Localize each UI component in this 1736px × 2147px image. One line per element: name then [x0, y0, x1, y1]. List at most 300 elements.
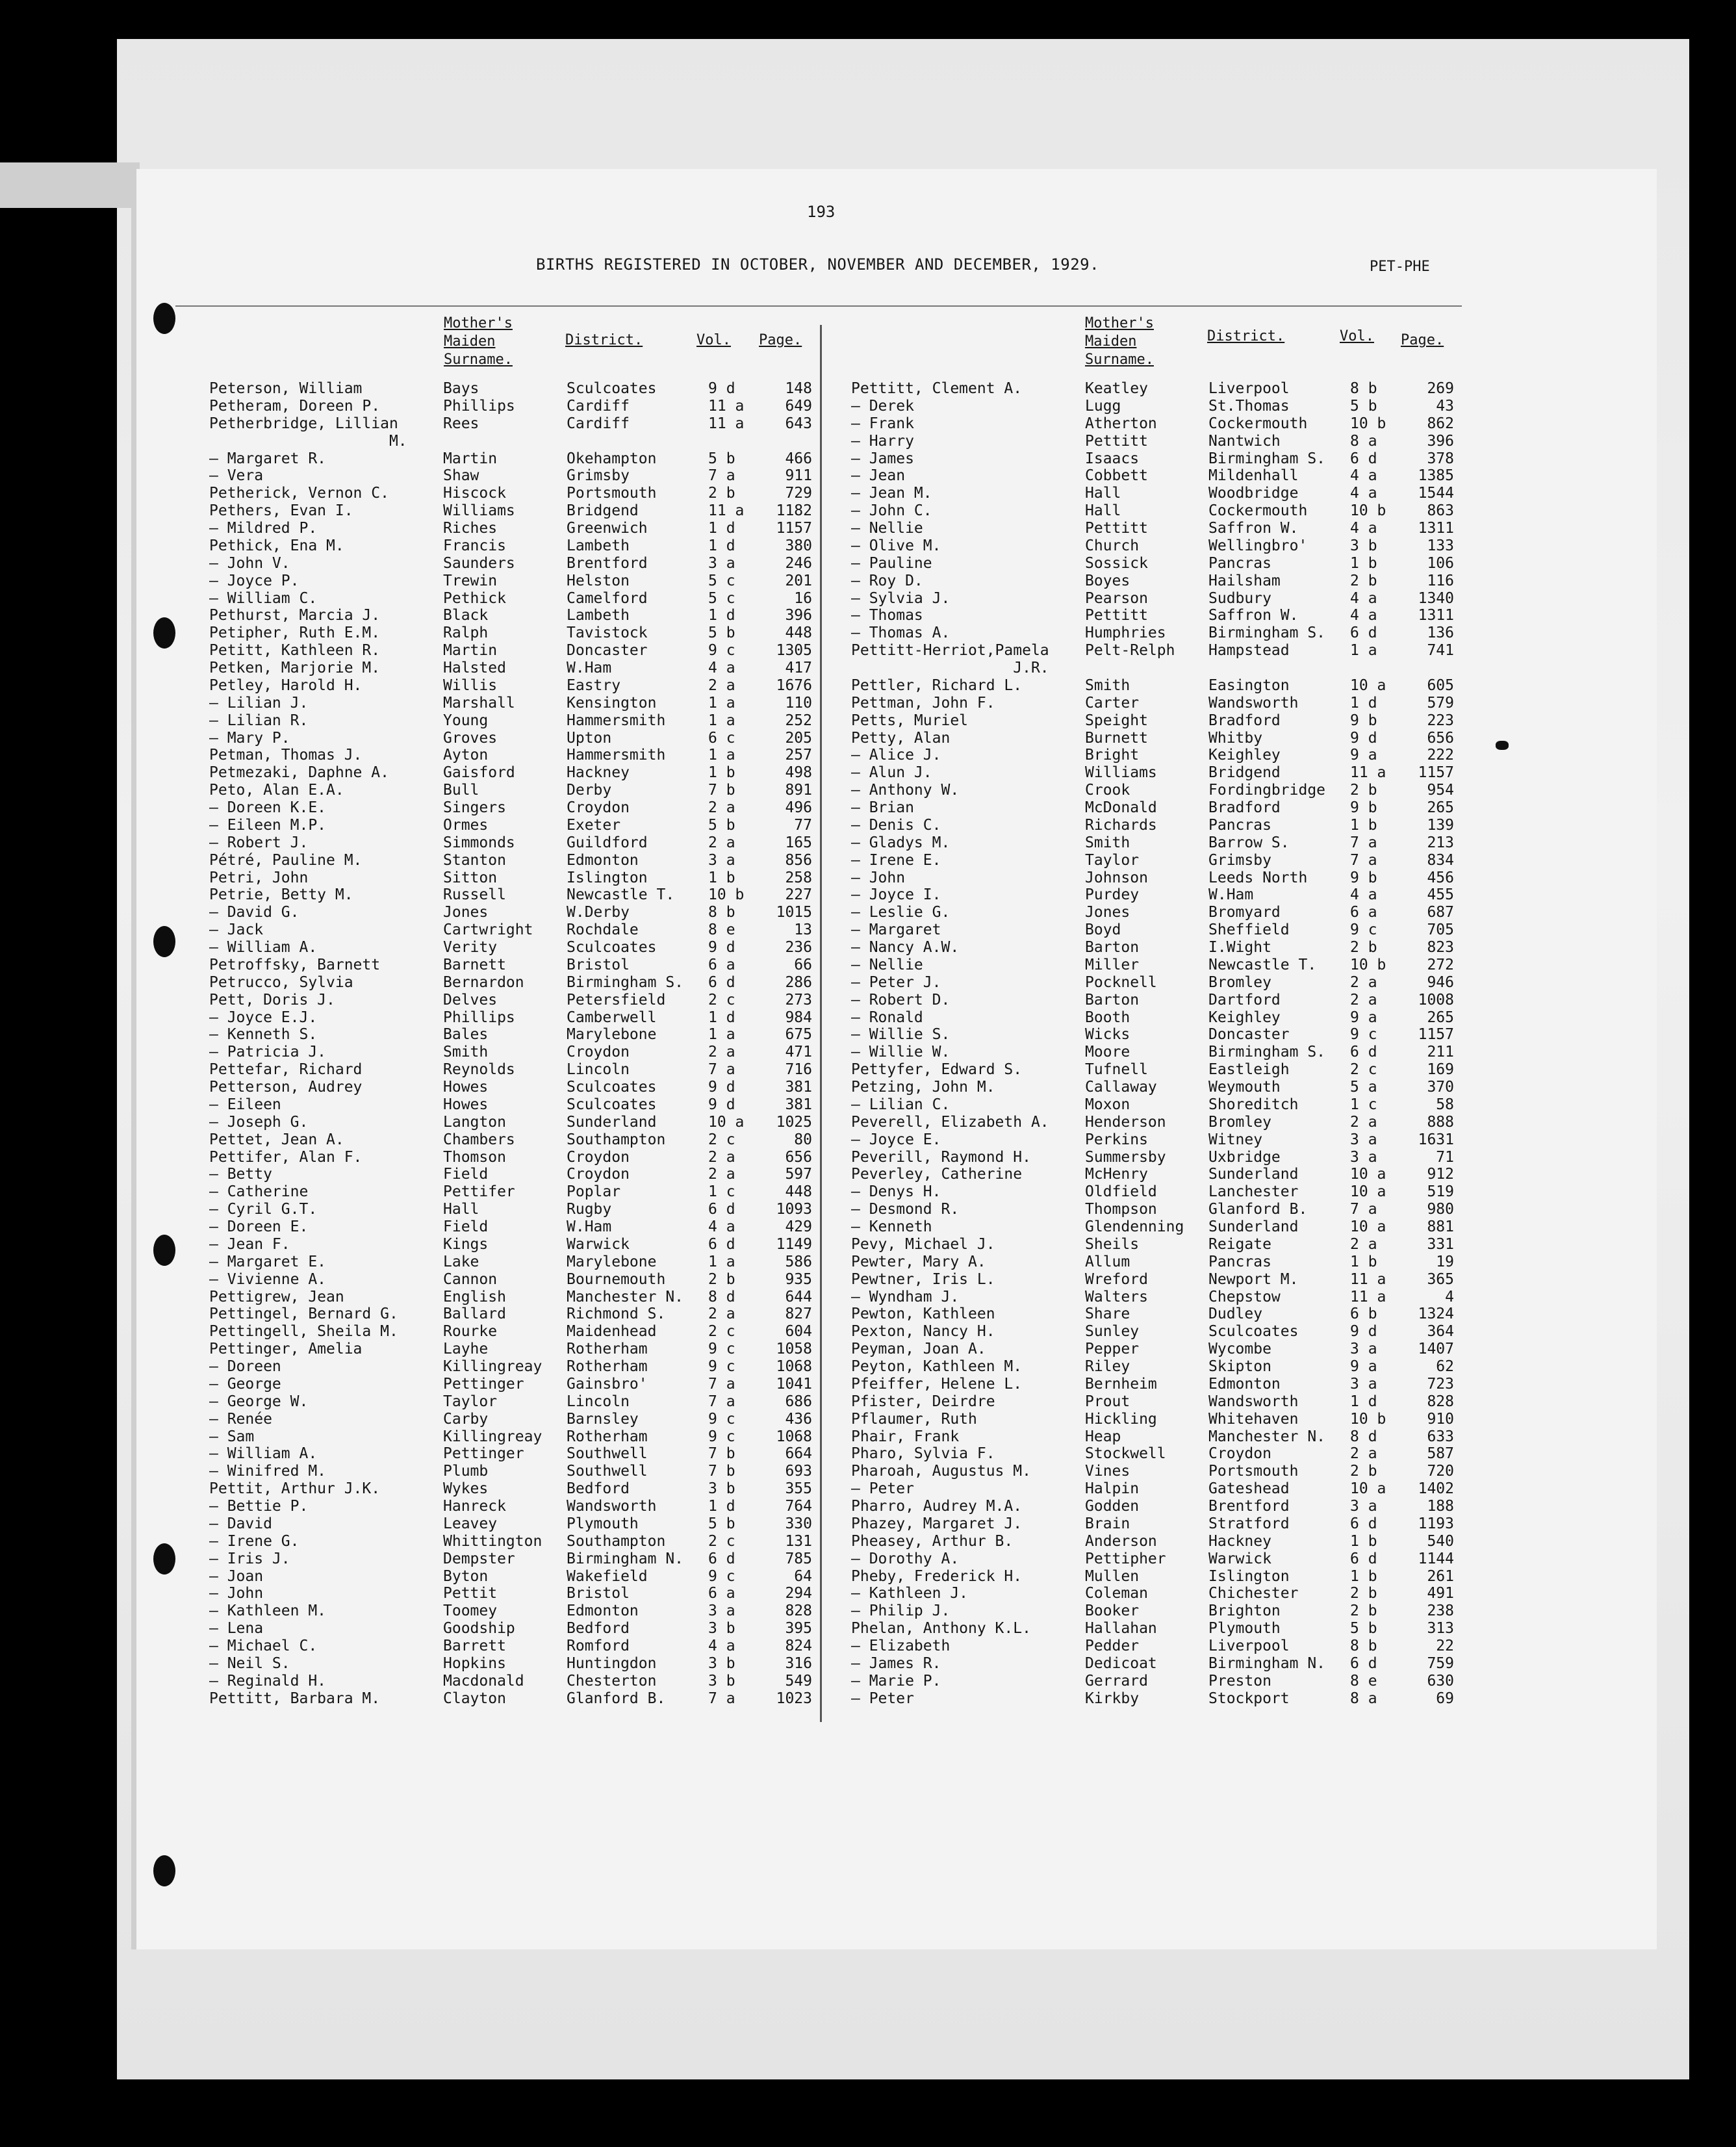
entry-name: Pharo, Sylvia F.	[851, 1445, 995, 1463]
entry-name: Petroffsky, Barnett	[209, 956, 381, 973]
entry-maiden: Callaway	[1085, 1079, 1157, 1096]
entry-maiden: Rees	[443, 415, 479, 432]
entry-maiden: Dempster	[443, 1550, 515, 1567]
entry-page: 693	[785, 1463, 812, 1480]
entry-vol: 5 a	[1350, 1079, 1377, 1096]
entry-vol: 9 a	[1350, 1009, 1377, 1026]
entry-maiden: Stockwell	[1085, 1445, 1166, 1463]
entry-district: Hammersmith	[567, 712, 666, 729]
entry-vol: 7 a	[1350, 851, 1377, 869]
entry-page: 471	[785, 1044, 812, 1061]
entry-name: Peyton, Kathleen M.	[851, 1358, 1023, 1375]
entry-maiden: Oldfield	[1085, 1183, 1157, 1201]
entry-name: — Robert D.	[851, 991, 951, 1009]
entry-district: Hammersmith	[567, 747, 666, 764]
entry-page: 22	[1436, 1638, 1454, 1654]
entry-vol: 11 a	[1350, 764, 1386, 782]
register-entry	[209, 730, 813, 747]
entry-vol: 11 a	[1350, 1270, 1386, 1288]
entry-vol: 7 a	[708, 1061, 735, 1079]
entry-vol: 6 d	[1350, 1654, 1377, 1672]
register-entry	[851, 904, 1455, 921]
entry-vol: 7 a	[1350, 834, 1377, 851]
entry-page: 716	[785, 1061, 812, 1079]
entry-page: 381	[785, 1096, 812, 1113]
entry-maiden: Ormes	[443, 816, 489, 834]
register-entry	[209, 852, 813, 869]
entry-page: 365	[1427, 1270, 1454, 1288]
register-entry	[851, 1602, 1455, 1620]
entry-vol: 6 d	[708, 1550, 735, 1567]
entry-name: Petheram, Doreen P.	[209, 397, 381, 415]
entry-maiden: Toomey	[443, 1602, 498, 1620]
entry-vol: 2 c	[708, 991, 735, 1009]
register-entry	[209, 1690, 813, 1708]
entry-maiden: Boyd	[1085, 921, 1121, 939]
entry-vol: 4 a	[708, 1218, 735, 1235]
entry-page: 1015	[776, 904, 812, 921]
register-entry	[209, 695, 813, 712]
entry-name: — Dorothy A.	[851, 1550, 960, 1567]
entry-page: 381	[785, 1079, 812, 1096]
entry-maiden: Ayton	[443, 747, 489, 764]
entry-name: — Irene G.	[209, 1532, 300, 1550]
entry-page: 823	[1427, 939, 1454, 956]
entry-maiden: Smith	[1085, 676, 1130, 694]
entry-district: Portsmouth	[567, 485, 657, 502]
header-vol-right: Vol.	[1340, 328, 1374, 344]
entry-page: 723	[1427, 1375, 1454, 1393]
entry-vol: 2 b	[1350, 939, 1377, 956]
entry-maiden: Clayton	[443, 1690, 506, 1707]
entry-district: Pancras	[1208, 554, 1271, 572]
punch-hole	[153, 1855, 175, 1886]
entry-vol: 9 a	[1350, 1358, 1377, 1375]
entry-name: — Pauline	[851, 554, 932, 572]
entry-vol: 11 a	[708, 397, 745, 415]
entry-vol: 9 b	[1350, 869, 1377, 886]
register-entry	[209, 1323, 813, 1341]
register-entry	[209, 1131, 813, 1149]
entry-page: 294	[785, 1585, 812, 1602]
entry-name: Petts, Muriel	[851, 712, 969, 729]
entry-maiden: Barrett	[443, 1638, 506, 1654]
entry-district: Southwell	[567, 1445, 648, 1463]
entry-page: 116	[1427, 572, 1454, 589]
entry-vol: 1 d	[708, 1498, 735, 1515]
entry-page: 1631	[1418, 1131, 1454, 1148]
right-column	[851, 380, 1455, 1708]
register-entry	[851, 1690, 1455, 1708]
register-entry	[851, 1376, 1455, 1393]
entry-page: 213	[1427, 834, 1454, 851]
entry-name: Peverill, Raymond H.	[851, 1148, 1031, 1166]
entry-vol: 2 c	[708, 1532, 735, 1550]
entry-name: — Neil S.	[209, 1654, 290, 1672]
register-entry	[851, 1463, 1455, 1480]
entry-page: 1193	[1418, 1515, 1454, 1532]
register-entry	[851, 869, 1455, 887]
punch-hole	[153, 1543, 175, 1575]
entry-name: Pharro, Audrey M.A.	[851, 1498, 1023, 1515]
entry-maiden: Willis	[443, 676, 498, 694]
punch-hole	[153, 926, 175, 957]
entry-vol: 6 d	[1350, 450, 1377, 467]
entry-maiden: Phillips	[443, 1009, 515, 1026]
entry-page: 863	[1427, 502, 1454, 520]
entry-vol: 3 a	[708, 1602, 735, 1620]
entry-district: Edmonton	[567, 851, 639, 869]
entry-maiden: Burnett	[1085, 729, 1148, 747]
register-entry	[209, 1271, 813, 1289]
register-entry	[851, 939, 1455, 957]
entry-name: — Brian	[851, 799, 914, 816]
entry-page: 633	[1427, 1428, 1454, 1445]
entry-district: Croydon	[567, 1166, 630, 1183]
entry-page: 43	[1436, 397, 1454, 415]
entry-district: W.Ham	[567, 660, 612, 676]
entry-district: Bradford	[1208, 712, 1281, 729]
entry-vol: 8 b	[1350, 1638, 1377, 1654]
entry-page: 1093	[776, 1201, 812, 1218]
entry-vol: 4 a	[1350, 467, 1377, 485]
entry-maiden: Purdey	[1085, 886, 1140, 904]
register-entry	[209, 642, 813, 660]
entry-district: Bridgend	[567, 502, 639, 520]
register-entry	[209, 1183, 813, 1201]
entry-maiden: Wreford	[1085, 1270, 1148, 1288]
entry-name: — John	[209, 1585, 264, 1602]
entry-maiden: Isaacs	[1085, 450, 1140, 467]
entry-district: Sculcoates	[1208, 1323, 1299, 1341]
entry-name: — Joan	[209, 1567, 264, 1585]
entry-name: Phazey, Margaret J.	[851, 1515, 1023, 1532]
entry-district: Brentford	[567, 554, 648, 572]
register-entry	[851, 695, 1455, 712]
entry-vol: 8 b	[708, 904, 735, 921]
entry-vol: 3 b	[708, 1620, 735, 1638]
entry-page: 729	[785, 485, 812, 502]
entry-page: 498	[785, 764, 812, 782]
register-entry	[851, 1620, 1455, 1638]
entry-vol: 7 a	[708, 467, 735, 485]
entry-maiden: Bull	[443, 782, 479, 799]
entry-name: — Vera	[209, 467, 264, 485]
entry-district: Bristol	[567, 956, 630, 973]
register-entry	[209, 607, 813, 624]
entry-vol: 6 d	[708, 973, 735, 991]
entry-name: Petri, John	[209, 869, 309, 886]
entry-district: Rotherham	[567, 1341, 648, 1358]
entry-name: — David	[209, 1515, 272, 1532]
register-entry	[209, 799, 813, 817]
entry-district: Marylebone	[567, 1253, 657, 1270]
entry-page: 1025	[776, 1113, 812, 1131]
entry-district: Brentford	[1208, 1498, 1290, 1515]
header-maiden-left: Mother's Maiden Surname.	[444, 315, 513, 368]
register-entry	[851, 572, 1455, 590]
entry-district: Kensington	[567, 694, 657, 712]
entry-page: 675	[785, 1026, 812, 1044]
entry-name: — Margaret	[851, 921, 941, 939]
entry-district: Stockport	[1208, 1690, 1290, 1707]
entry-page: 1311	[1418, 520, 1454, 537]
entry-vol: 10 a	[708, 1113, 745, 1131]
entry-page: 824	[785, 1638, 812, 1654]
entry-district: Newport M.	[1208, 1270, 1299, 1288]
entry-maiden: Halpin	[1085, 1480, 1140, 1498]
entry-district: Bridgend	[1208, 764, 1281, 782]
entry-vol: 5 b	[1350, 1620, 1377, 1638]
entry-district: Dudley	[1208, 1305, 1263, 1323]
entry-name: Pewton, Kathleen	[851, 1305, 995, 1323]
entry-vol: 2 c	[708, 1323, 735, 1341]
entry-name: Pettinger, Amelia	[209, 1341, 363, 1358]
register-entry	[851, 433, 1455, 450]
entry-name: M.	[209, 432, 407, 450]
entry-name: Petterson, Audrey	[209, 1079, 363, 1096]
entry-name: Pethick, Ena M.	[209, 537, 344, 554]
entry-district: Rotherham	[567, 1428, 648, 1445]
entry-name: Pettet, Jean A.	[209, 1131, 344, 1148]
entry-vol: 9 c	[708, 1428, 735, 1445]
entry-vol: 11 a	[1350, 1288, 1386, 1305]
entry-district: Hackney	[1208, 1532, 1271, 1550]
entry-maiden: Humphries	[1085, 624, 1166, 642]
entry-name: — James	[851, 450, 914, 467]
entry-name: Pettler, Richard L.	[851, 676, 1023, 694]
entry-name: Petrucco, Sylvia	[209, 973, 353, 991]
register-entry	[851, 450, 1455, 468]
entry-district: Glanford B.	[1208, 1201, 1308, 1218]
register-entry	[851, 1201, 1455, 1218]
entry-vol: 10 b	[1350, 502, 1386, 520]
entry-page: 1544	[1418, 485, 1454, 502]
entry-page: 273	[785, 991, 812, 1009]
entry-vol: 5 b	[708, 624, 735, 642]
entry-name: — George W.	[209, 1393, 309, 1410]
entry-page: 139	[1427, 816, 1454, 834]
entry-name: — Winifred M.	[209, 1463, 327, 1480]
entry-district: Sculcoates	[567, 939, 657, 956]
entry-vol: 6 c	[708, 729, 735, 747]
entry-page: 261	[1427, 1567, 1454, 1585]
entry-district: Birmingham N.	[567, 1550, 684, 1567]
entry-district: Gateshead	[1208, 1480, 1290, 1498]
entry-page: 1676	[776, 676, 812, 694]
entry-name: Pewtner, Iris L.	[851, 1270, 995, 1288]
entry-name: Pexton, Nancy H.	[851, 1323, 995, 1341]
register-entry	[209, 1411, 813, 1428]
entry-vol: 1 d	[1350, 694, 1377, 712]
register-entry	[851, 817, 1455, 834]
register-entry	[209, 1253, 813, 1271]
entry-name: Pettyfer, Edward S.	[851, 1061, 1023, 1079]
entry-vol: 10 a	[1350, 1218, 1386, 1235]
entry-maiden: Bernardon	[443, 973, 524, 991]
entry-page: 133	[1427, 537, 1454, 554]
entry-name: Pettingel, Bernard G.	[209, 1305, 398, 1323]
register-entry	[851, 1341, 1455, 1358]
entry-district: Woodbridge	[1208, 485, 1299, 502]
entry-page: 759	[1427, 1654, 1454, 1672]
entry-maiden: Richards	[1085, 816, 1157, 834]
entry-name: — George	[209, 1375, 281, 1393]
register-entry	[209, 1079, 813, 1096]
entry-maiden: Atherton	[1085, 415, 1157, 432]
entry-name: Pethers, Evan I.	[209, 502, 353, 520]
entry-maiden: Hall	[443, 1201, 479, 1218]
entry-district: Sunderland	[1208, 1166, 1299, 1183]
entry-maiden: Godden	[1085, 1498, 1140, 1515]
register-entry	[209, 939, 813, 957]
entry-name: Pettitt, Clement A.	[851, 380, 1023, 397]
entry-district: Bedford	[567, 1620, 630, 1638]
entry-page: 188	[1427, 1498, 1454, 1515]
register-entry	[209, 1620, 813, 1638]
entry-district: Dartford	[1208, 991, 1281, 1009]
entry-maiden: Phillips	[443, 397, 515, 415]
entry-vol: 1 b	[708, 869, 735, 886]
entry-name: — Cyril G.T.	[209, 1201, 318, 1218]
entry-district: Southwell	[567, 1463, 648, 1480]
entry-vol: 2 a	[708, 1148, 735, 1166]
entry-maiden: Sitton	[443, 869, 498, 886]
entry-district: Doncaster	[567, 642, 648, 660]
entry-maiden: Pocknell	[1085, 973, 1157, 991]
entry-district: Manchester N.	[1208, 1428, 1326, 1445]
entry-page: 954	[1427, 782, 1454, 799]
entry-vol: 1 a	[708, 694, 735, 712]
entry-name: Pett, Doris J.	[209, 991, 335, 1009]
entry-page: 148	[785, 380, 812, 397]
entry-maiden: Moore	[1085, 1044, 1130, 1061]
entry-name: — John V.	[209, 554, 290, 572]
register-entry	[209, 1463, 813, 1480]
entry-district: Edmonton	[1208, 1375, 1281, 1393]
entry-page: 106	[1427, 554, 1454, 572]
register-entry	[209, 1096, 813, 1114]
register-entry	[209, 869, 813, 887]
entry-name: — Reginald H.	[209, 1672, 327, 1690]
entry-district: Eastry	[567, 676, 621, 694]
entry-name: Peverley, Catherine	[851, 1166, 1023, 1183]
entry-vol: 3 a	[708, 554, 735, 572]
entry-page: 417	[785, 660, 812, 676]
entry-maiden: Plumb	[443, 1463, 489, 1480]
entry-name: — William C.	[209, 589, 318, 607]
header-page-right: Page.	[1401, 332, 1444, 348]
entry-vol: 9 c	[1350, 1026, 1377, 1044]
entry-page: 912	[1427, 1166, 1454, 1183]
entry-page: 201	[785, 572, 812, 589]
entry-page: 62	[1436, 1358, 1454, 1375]
entry-district: Wandsworth	[567, 1498, 657, 1515]
entry-page: 1068	[776, 1358, 812, 1375]
entry-page: 649	[785, 397, 812, 415]
entry-page: 549	[785, 1672, 812, 1690]
register-entry	[851, 1533, 1455, 1550]
entry-name: Pettitt, Barbara M.	[209, 1690, 381, 1707]
entry-maiden: Pettitt	[1085, 432, 1148, 450]
entry-vol: 3 a	[1350, 1341, 1377, 1358]
entry-district: Cardiff	[567, 415, 630, 432]
entry-name: — Margaret E.	[209, 1253, 327, 1270]
entry-vol: 1 b	[1350, 1253, 1377, 1270]
entry-district: Hampstead	[1208, 642, 1290, 660]
register-entry	[209, 974, 813, 992]
register-entry	[851, 957, 1455, 974]
entry-page: 211	[1427, 1044, 1454, 1061]
entry-name: Pheby, Frederick H.	[851, 1567, 1023, 1585]
entry-name: Pharoah, Augustus M.	[851, 1463, 1031, 1480]
entry-district: Portsmouth	[1208, 1463, 1299, 1480]
entry-page: 136	[1427, 624, 1454, 642]
entry-page: 764	[785, 1498, 812, 1515]
entry-maiden: McDonald	[1085, 799, 1157, 816]
register-entry	[851, 1445, 1455, 1463]
register-entry	[209, 1445, 813, 1463]
entry-page: 4	[1445, 1288, 1454, 1305]
entry-maiden: Walters	[1085, 1288, 1148, 1305]
entry-name: — Willie W.	[851, 1044, 951, 1061]
entry-name: — Gladys M.	[851, 834, 951, 851]
entry-page: 741	[1427, 642, 1454, 660]
entry-maiden: Shaw	[443, 467, 479, 485]
entry-maiden: English	[443, 1288, 506, 1305]
entry-page: 862	[1427, 415, 1454, 432]
entry-maiden: Heap	[1085, 1428, 1121, 1445]
entry-district: Liverpool	[1208, 380, 1290, 397]
entry-vol: 2 a	[1350, 1235, 1377, 1253]
entry-maiden: Williams	[443, 502, 515, 520]
register-entry	[851, 1673, 1455, 1690]
entry-maiden: Moxon	[1085, 1096, 1130, 1113]
entry-vol: 6 d	[1350, 1044, 1377, 1061]
entry-vol: 9 c	[708, 1358, 735, 1375]
register-entry	[851, 467, 1455, 485]
entry-name: — Denys H.	[851, 1183, 941, 1201]
entry-name: — Sylvia J.	[851, 589, 951, 607]
register-entry	[851, 974, 1455, 992]
entry-vol: 3 a	[708, 851, 735, 869]
entry-district: Rotherham	[567, 1358, 648, 1375]
register-entry	[209, 764, 813, 782]
register-entry	[209, 1480, 813, 1498]
entry-page: 265	[1427, 1009, 1454, 1026]
entry-name: Peyman, Joan A.	[851, 1341, 986, 1358]
register-entry	[209, 1376, 813, 1393]
entry-name: — Marie P.	[851, 1672, 941, 1690]
entry-vol: 8 d	[1350, 1428, 1377, 1445]
entry-vol: 6 b	[1350, 1305, 1377, 1323]
entry-maiden: Pelt-Relph	[1085, 642, 1175, 660]
entry-district: Tavistock	[567, 624, 648, 642]
register-entry	[209, 380, 813, 398]
entry-page: 597	[785, 1166, 812, 1183]
entry-page: 686	[785, 1393, 812, 1410]
entry-name: — Vivienne A.	[209, 1270, 327, 1288]
entry-district: Croydon	[1208, 1445, 1271, 1463]
register-entry	[851, 1550, 1455, 1568]
entry-name: — Leslie G.	[851, 904, 951, 921]
entry-vol: 2 c	[1350, 1061, 1377, 1079]
entry-vol: 9 b	[1350, 799, 1377, 816]
entry-maiden: Marshall	[443, 694, 515, 712]
entry-vol: 4 a	[1350, 485, 1377, 502]
register-entry	[209, 782, 813, 799]
entry-name: Peterson, William	[209, 380, 363, 397]
